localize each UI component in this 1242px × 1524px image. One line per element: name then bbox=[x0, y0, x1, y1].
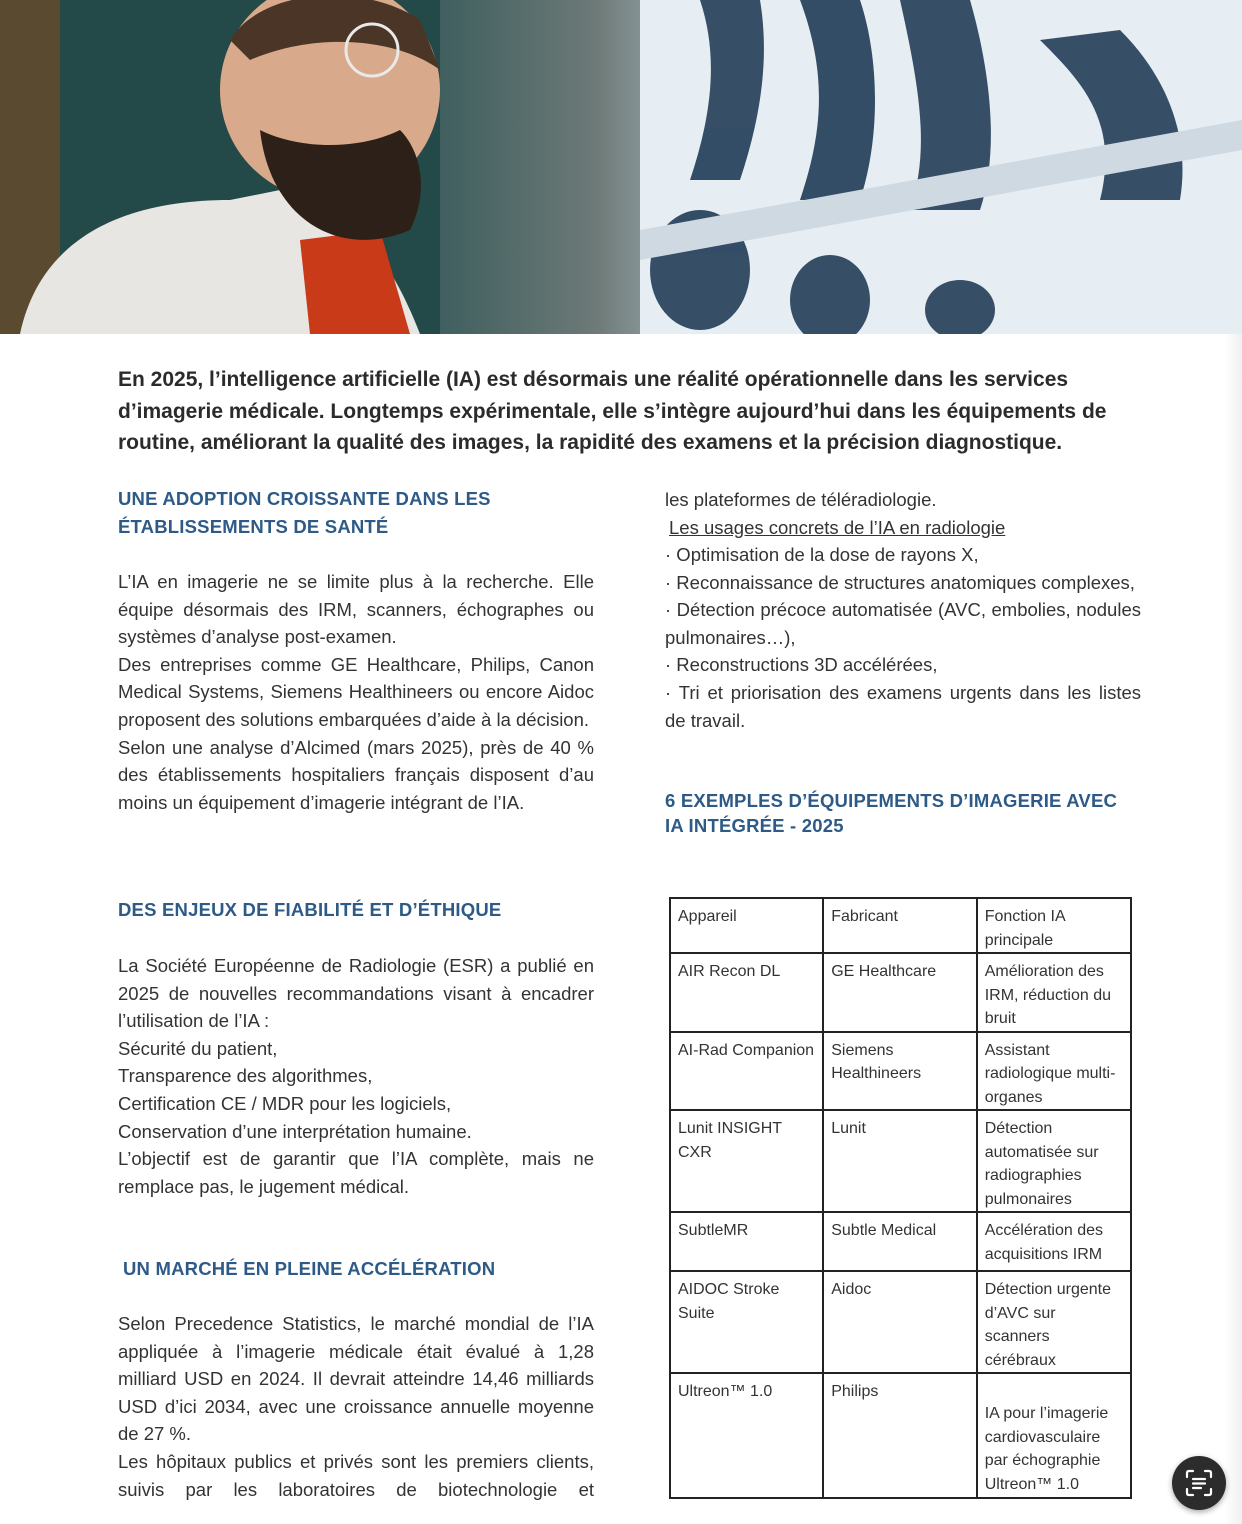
ethics-item: Certification CE / MDR pour les logiciels, bbox=[118, 1092, 452, 1114]
section-adoption-title: UNE ADOPTION CROISSANTE DANS LES ÉTABLISSEMENTS DE SANTÉ bbox=[118, 488, 491, 537]
table-cell: Aidoc bbox=[823, 1271, 976, 1373]
adoption-para-3: Selon une analyse d’Alcimed (mars 2025), près de 40 % des établissements hospitaliers français disposent d’au moins un équipement d’imagerie intégrant de l’IA. bbox=[118, 736, 594, 813]
table-cell: Assistant radiologique multi-organes bbox=[977, 1032, 1131, 1111]
adoption-para-1: L’IA en imagerie ne se limite plus à la recherche. Elle équipe désormais des IRM, scanners, échographes ou systèmes d’analyse post-examen. bbox=[118, 571, 594, 648]
ethics-outro: L’objectif est de garantir que l’IA complète, mais ne remplace pas, le jugement médical. bbox=[118, 1148, 594, 1197]
ethics-item: Conservation d’une interprétation humaine. bbox=[118, 1120, 472, 1142]
usage-item: · Détection précoce automatisée (AVC, embolies, nodules pulmonaires…), bbox=[665, 599, 1141, 648]
table-header-cell: Appareil bbox=[670, 898, 823, 953]
section-ethics-title: DES ENJEUX DE FIABILITÉ ET D’ÉTHIQUE bbox=[118, 899, 502, 920]
ethics-item: Sécurité du patient, bbox=[118, 1037, 278, 1059]
table-cell: Accélération des acquisitions IRM bbox=[977, 1212, 1131, 1271]
market-continuation: les plateformes de téléradiologie. bbox=[665, 489, 937, 510]
table-cell: Détection urgente d’AVC sur scanners cérébraux bbox=[977, 1271, 1131, 1373]
table-cell: Subtle Medical bbox=[823, 1212, 976, 1271]
table-row bbox=[670, 1110, 1131, 1212]
table-row bbox=[670, 1032, 1131, 1111]
table-header-cell: Fabricant bbox=[823, 898, 976, 953]
adoption-para-2: Des entreprises comme GE Healthcare, Philips, Canon Medical Systems, Siemens Healthineers ou encore Aidoc proposent des solutions embarquées d’aide à la décision. bbox=[118, 653, 594, 730]
table-row bbox=[670, 1271, 1131, 1373]
lead-paragraph: En 2025, l’intelligence artificielle (IA) est désormais une réalité opérationnelle dans les services d’imagerie médicale. Longtemps expérimentale, elle s’intègre aujourd’hui dans les équipements de routine, améliorant la qualité des images, la rapidité des examens et la précision diagnostique. bbox=[118, 368, 1107, 454]
section-market-title: UN MARCHÉ EN PLEINE ACCÉLÉRATION bbox=[123, 1258, 496, 1279]
usage-item: · Reconnaissance de structures anatomiques complexes, bbox=[665, 571, 1135, 593]
ethics-item: Transparence des algorithmes, bbox=[118, 1065, 373, 1087]
hero-illustration bbox=[0, 0, 1242, 334]
scan-text-button[interactable] bbox=[1172, 1456, 1226, 1510]
table-cell: Ultreon™ 1.0 bbox=[670, 1373, 823, 1498]
table-cell: Détection automatisée sur radiographies pulmonaires bbox=[977, 1110, 1131, 1212]
table-cell: AIR Recon DL bbox=[670, 953, 823, 1032]
table-row bbox=[670, 1212, 1131, 1271]
market-para-2: Les hôpitaux publics et privés sont les premiers clients, suivis par les laboratoires de biotechnologie et bbox=[118, 1450, 594, 1500]
table-row bbox=[670, 1373, 1131, 1498]
usage-item: · Tri et priorisation des examens urgents dans les listes de travail. bbox=[665, 681, 1141, 731]
table-row bbox=[670, 953, 1131, 1032]
ethics-intro: La Société Européenne de Radiologie (ESR) a publié en 2025 de nouvelles recommandations visant à encadrer l’utilisation de l’IA : bbox=[118, 955, 594, 1032]
table-cell: GE Healthcare bbox=[823, 953, 976, 1032]
table-cell: AI-Rad Companion bbox=[670, 1032, 823, 1111]
table-cell: AIDOC Stroke Suite bbox=[670, 1271, 823, 1373]
table-cell: Amélioration des IRM, réduction du bruit bbox=[977, 953, 1131, 1032]
section-ethics-body bbox=[118, 952, 594, 1200]
table-cell: IA pour l’imagerie cardiovasculaire par échographie Ultreon™ 1.0 bbox=[977, 1373, 1131, 1498]
table-cell: Lunit INSIGHT CXR bbox=[670, 1110, 823, 1212]
hero-photo bbox=[0, 0, 1242, 334]
table-cell: Philips bbox=[823, 1373, 976, 1498]
usage-item: · Reconstructions 3D accélérées, bbox=[665, 654, 938, 676]
table-cell: Siemens Healthineers bbox=[823, 1032, 976, 1111]
table-header-row bbox=[670, 898, 1131, 953]
usage-item: · Optimisation de la dose de rayons X, bbox=[665, 544, 979, 565]
section-market-body bbox=[118, 1310, 594, 1503]
table-title: 6 EXEMPLES D’ÉQUIPEMENTS D’IMAGERIE AVEC IA INTÉGRÉE - 2025 bbox=[665, 790, 1118, 836]
table-cell: Lunit bbox=[823, 1110, 976, 1212]
market-para-1: Selon Precedence Statistics, le marché mondial de l’IA appliquée à l’imagerie médicale était évalué à 1,28 milliard USD en 2024. Il devrait atteindre 14,46 milliards USD d’ici 2034, avec une croissance annuelle moyenne de 27 %. bbox=[118, 1313, 594, 1445]
scan-text-icon bbox=[1185, 1469, 1213, 1497]
page-edge-shadow bbox=[1224, 334, 1242, 1524]
table-header-cell: Fonction IA principale bbox=[977, 898, 1131, 953]
usages-title: Les usages concrets de l’IA en radiologie bbox=[669, 517, 1006, 538]
equipment-table bbox=[669, 897, 1132, 1499]
section-adoption-body bbox=[118, 568, 594, 816]
usages-list bbox=[665, 541, 1141, 734]
table-cell: SubtleMR bbox=[670, 1212, 823, 1271]
